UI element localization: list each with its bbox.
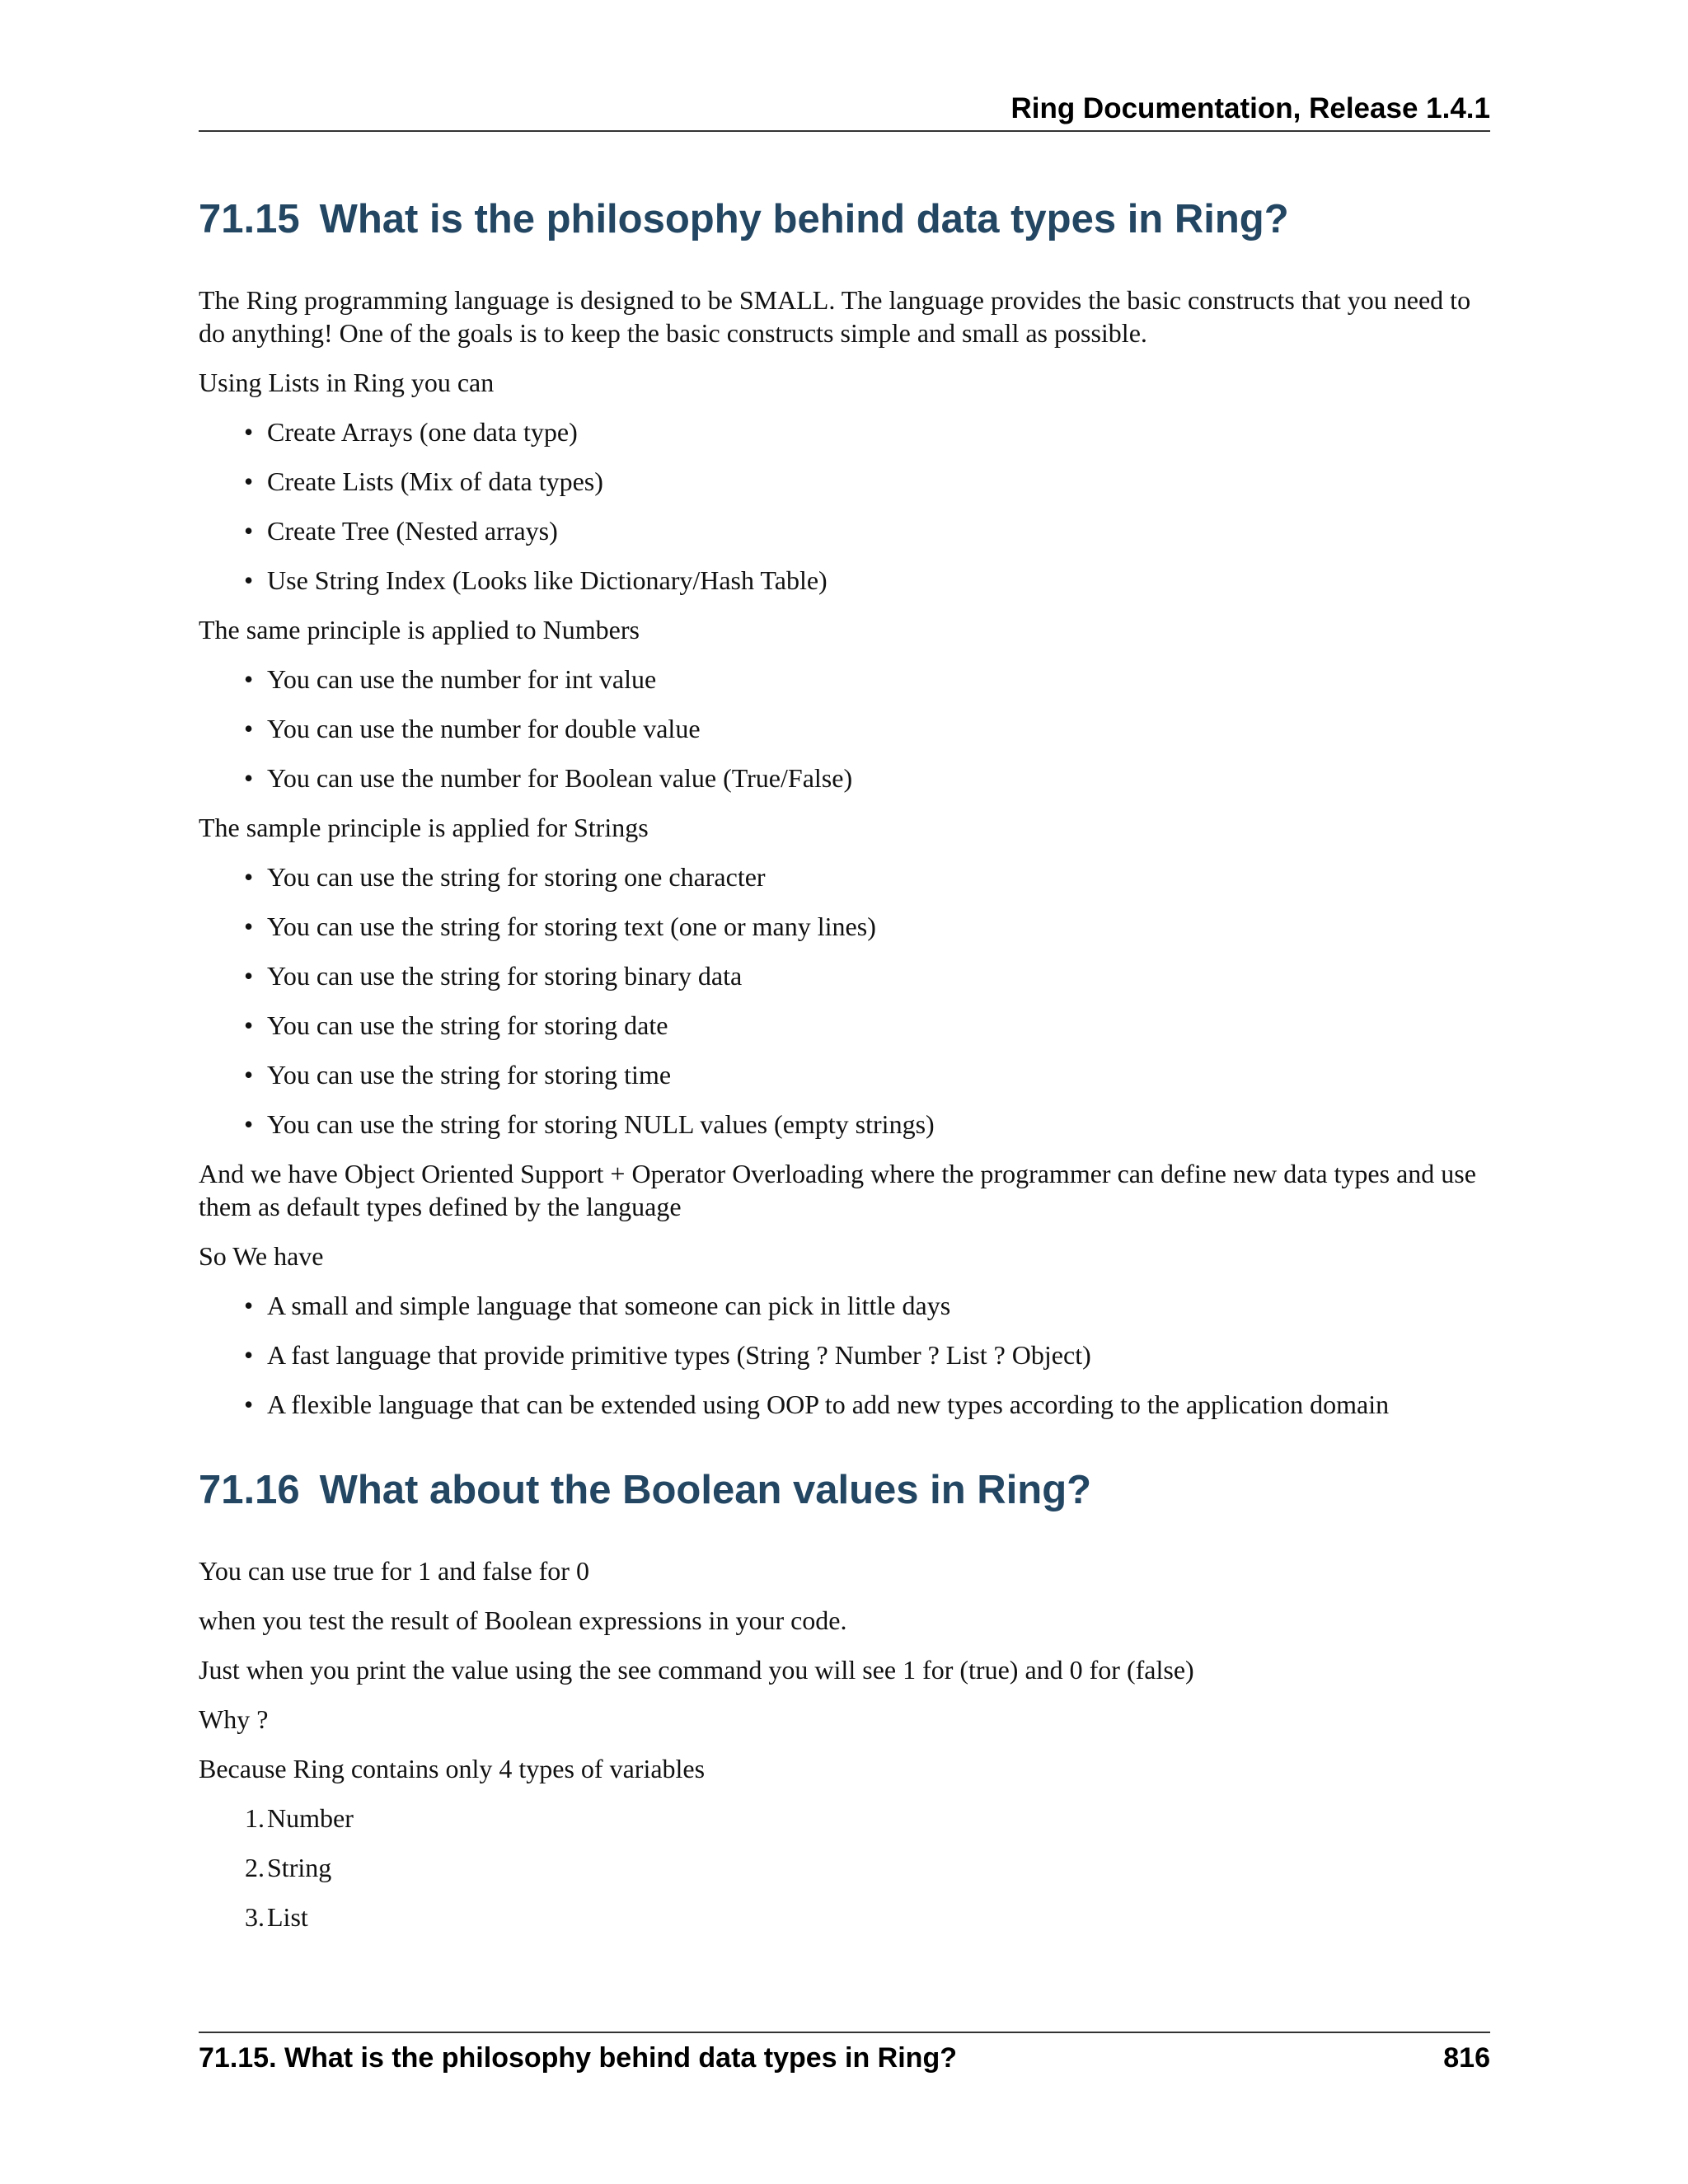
summary-lead-paragraph: So We have (199, 1241, 324, 1271)
section-number: 71.15 (199, 197, 300, 241)
footer-section-reference: 71.15. What is the philosophy behind data types in Ring? (199, 2042, 957, 2074)
section-title: What about the Boolean values in Ring? (319, 1468, 1092, 1512)
list-item: • You can use the string for storing text (one or many lines) (244, 912, 876, 941)
running-header: Ring Documentation, Release 1.4.1 (1010, 92, 1490, 124)
section-heading-71-15 (199, 194, 1490, 244)
bullet-icon: • (244, 565, 254, 595)
bullet-icon: • (244, 961, 254, 991)
list-item: • Use String Index (Looks like Dictionary/Hash Table) (244, 565, 828, 595)
list-item: • A small and simple language that someone can pick in little days (244, 1291, 951, 1320)
oop-paragraph: And we have Object Oriented Support + Operator Overloading where the programmer can define new data types and use them as default types defined by the language (199, 1159, 1476, 1221)
lists-lead-paragraph: Using Lists in Ring you can (199, 368, 495, 397)
bullet-icon: • (244, 1010, 254, 1040)
bullet-icon: • (244, 466, 254, 496)
boolean-paragraph-2: when you test the result of Boolean expressions in your code. (199, 1605, 847, 1635)
bullet-icon: • (244, 1109, 254, 1139)
page-number: 816 (1443, 2042, 1490, 2074)
bullet-icon: • (244, 516, 254, 546)
header-divider (199, 130, 1490, 132)
page-content (199, 194, 1490, 1933)
lists-bullet-list (199, 415, 1490, 597)
list-item: • Create Arrays (one data type) (244, 417, 578, 447)
bullet-icon: • (244, 417, 254, 447)
strings-lead-paragraph: The sample principle is applied for Strings (199, 813, 649, 842)
list-item: • You can use the number for double value (244, 714, 701, 743)
intro-paragraph: The Ring programming language is designed to be SMALL. The language provides the basic constructs that you need to do anything! One of the goals is to keep the basic constructs simple and small as possible. (199, 285, 1471, 348)
boolean-paragraph-1: You can use true for 1 and false for 0 (199, 1556, 589, 1586)
numbers-bullet-list (199, 663, 1490, 794)
section-heading-71-16 (199, 1465, 1490, 1515)
bullet-icon: • (244, 714, 254, 743)
boolean-paragraph-4: Why ? (199, 1704, 269, 1734)
list-number: 1. (245, 1803, 265, 1833)
bullet-icon: • (244, 1060, 254, 1090)
bullet-icon: • (244, 862, 254, 892)
bullet-icon: • (244, 763, 254, 793)
footer-divider (199, 2032, 1490, 2033)
list-item: • You can use the number for int value (244, 664, 657, 694)
bullet-icon: • (244, 664, 254, 694)
list-item: • You can use the string for storing one character (244, 862, 766, 892)
boolean-paragraph-5: Because Ring contains only 4 types of variables (199, 1754, 706, 1783)
list-item: 3. List (199, 1900, 1490, 1933)
bullet-icon: • (244, 1291, 254, 1320)
boolean-paragraph-3: Just when you print the value using the see command you will see 1 for (true) and 0 for (false) (199, 1655, 1194, 1685)
bullet-icon: • (244, 1390, 254, 1419)
list-item: • A fast language that provide primitive types (String ? Number ? List ? Object) (244, 1340, 1091, 1370)
variable-types-numbered-list (199, 1802, 1490, 1933)
list-item: • A flexible language that can be extended using OOP to add new types according to the application domain (244, 1390, 1390, 1419)
strings-bullet-list (199, 860, 1490, 1141)
section-title: What is the philosophy behind data types in Ring? (319, 197, 1289, 241)
list-item: • You can use the number for Boolean value (True/False) (244, 763, 853, 793)
section-number: 71.16 (199, 1468, 300, 1512)
document-page (199, 0, 1490, 2184)
bullet-icon: • (244, 1340, 254, 1370)
numbers-lead-paragraph: The same principle is applied to Numbers (199, 615, 640, 644)
list-item: • You can use the string for storing time (244, 1060, 672, 1090)
bullet-icon: • (244, 912, 254, 941)
list-item: 2. String (199, 1851, 1490, 1884)
summary-bullet-list (199, 1289, 1490, 1421)
list-item: • Create Tree (Nested arrays) (244, 516, 558, 546)
list-item: • You can use the string for storing NULL values (empty strings) (244, 1109, 935, 1139)
list-item: • You can use the string for storing date (244, 1010, 668, 1040)
list-number: 2. (245, 1853, 265, 1882)
list-item: 1. Number (199, 1802, 1490, 1835)
list-number: 3. (245, 1902, 265, 1932)
list-item: • You can use the string for storing binary data (244, 961, 743, 991)
page-footer (199, 2042, 1490, 2074)
list-item: • Create Lists (Mix of data types) (244, 466, 603, 496)
